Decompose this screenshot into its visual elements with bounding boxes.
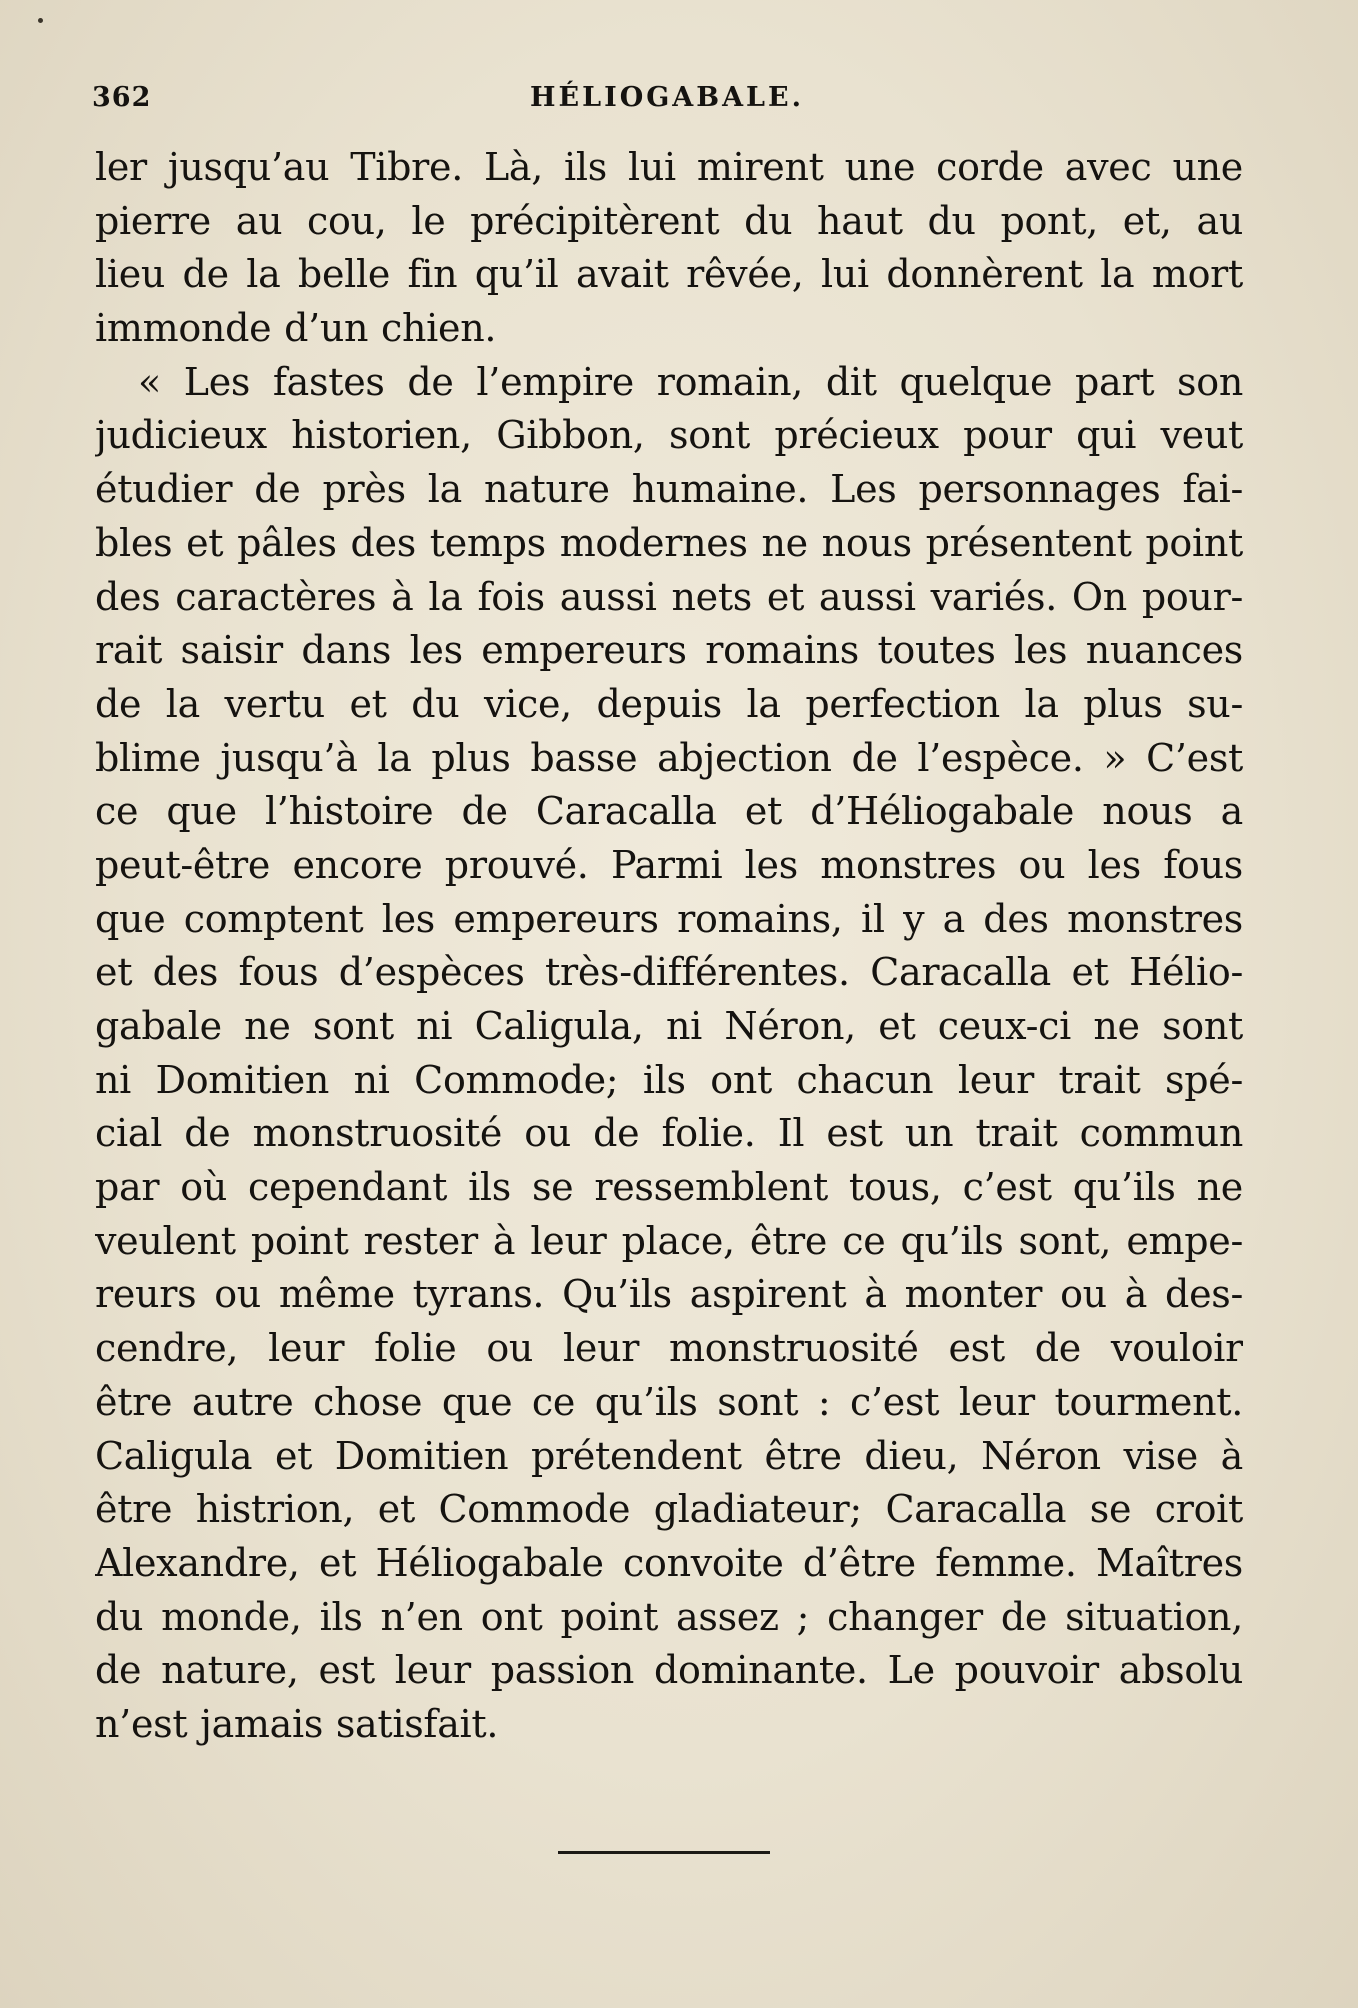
text-line: de nature, est leur passion dominante. Le pouvoir absolu — [95, 1648, 1243, 1693]
text-line: rait saisir dans les empereurs romains toutes les nuances — [95, 628, 1243, 673]
page-number: 362 — [92, 82, 152, 113]
text-line: bles et pâles des temps modernes ne nous présentent point — [95, 520, 1243, 565]
text-line: que comptent les empereurs romains, il y a des monstres — [95, 896, 1243, 941]
text-line: de la vertu et du vice, depuis la perfection la plus su- — [95, 681, 1243, 726]
text-line: étudier de près la nature humaine. Les personnages fai- — [95, 467, 1243, 512]
text-line: et des fous d’espèces très-différentes. Caracalla et Hélio- — [95, 950, 1243, 995]
text-line: du monde, ils n’en ont point assez ; changer de situation, — [95, 1594, 1243, 1639]
text-line: Caligula et Domitien prétendent être dieu, Néron vise à — [95, 1433, 1243, 1478]
text-line: ni Domitien ni Commode; ils ont chacun leur trait spé- — [95, 1057, 1243, 1102]
paper-speck — [38, 18, 43, 23]
text-line: par où cependant ils se ressemblent tous, c’est qu’ils ne — [95, 1165, 1243, 1210]
text-line: reurs ou même tyrans. Qu’ils aspirent à monter ou à des- — [95, 1272, 1243, 1317]
chapter-end-rule — [558, 1851, 770, 1854]
text-line: peut-être encore prouvé. Parmi les monstres ou les fous — [95, 842, 1243, 887]
running-head — [92, 82, 1242, 122]
text-line: blime jusqu’à la plus basse abjection de l’espèce. » C’est — [95, 735, 1243, 780]
text-line: des caractères à la fois aussi nets et aussi variés. On pour- — [95, 574, 1243, 619]
text-line: cendre, leur folie ou leur monstruosité est de vouloir — [95, 1326, 1243, 1371]
running-title: HÉLIOGABALE. — [530, 82, 804, 113]
text-line: être histrion, et Commode gladiateur; Caracalla se croit — [95, 1487, 1243, 1532]
text-line: lieu de la belle fin qu’il avait rêvée, lui donnèrent la mort — [95, 252, 1243, 297]
text-line: veulent point rester à leur place, être ce qu’ils sont, empe- — [95, 1218, 1243, 1263]
text-line: judicieux historien, Gibbon, sont précieux pour qui veut — [95, 413, 1243, 458]
text-line: « Les fastes de l’empire romain, dit quelque part son — [138, 359, 1243, 404]
text-line: cial de monstruosité ou de folie. Il est un trait commun — [95, 1111, 1243, 1156]
text-line: ce que l’histoire de Caracalla et d’Héliogabale nous a — [95, 789, 1243, 834]
text-line: être autre chose que ce qu’ils sont : c’est leur tourment. — [95, 1379, 1243, 1424]
text-line: pierre au cou, le précipitèrent du haut du pont, et, au — [95, 198, 1243, 243]
text-line: Alexandre, et Héliogabale convoite d’être femme. Maîtres — [95, 1540, 1243, 1585]
text-line: gabale ne sont ni Caligula, ni Néron, et ceux-ci ne sont — [95, 1004, 1243, 1048]
text-line: immonde d’un chien. — [95, 306, 497, 351]
body-text — [95, 141, 1243, 1752]
text-line: n’est jamais satisfait. — [95, 1701, 499, 1746]
text-line: ler jusqu’au Tibre. Là, ils lui mirent une corde avec une — [95, 145, 1243, 189]
